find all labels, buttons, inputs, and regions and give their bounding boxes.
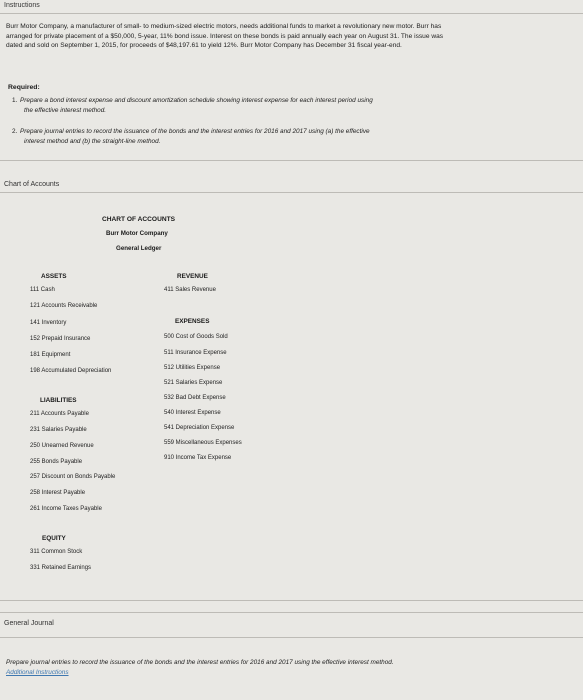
liabilities-header: LIABILITIES xyxy=(40,397,77,404)
account-item: 121 Accounts Receivable xyxy=(30,303,98,309)
account-item: 181 Equipment xyxy=(30,352,71,358)
item-line: interest method and (b) the straight-line method. xyxy=(24,137,161,145)
account-item: 311 Common Stock xyxy=(30,549,83,555)
expenses-header: EXPENSES xyxy=(175,318,210,325)
account-item: 152 Prepaid Insurance xyxy=(30,336,91,342)
account-item: 910 Income Tax Expense xyxy=(164,455,232,461)
required-item-1 xyxy=(12,96,373,115)
item-line: the effective interest method. xyxy=(24,106,107,114)
account-item: 511 Insurance Expense xyxy=(164,350,227,356)
problem-paragraph xyxy=(6,22,572,51)
revenue-header: REVENUE xyxy=(177,273,208,280)
account-item: 521 Salaries Expense xyxy=(164,380,223,386)
additional-instructions-link[interactable]: Additional Instructions xyxy=(6,669,69,676)
paragraph-line: Burr Motor Company, a manufacturer of small- to medium-sized electric motors, needs additional funds to market a revolutionary new motor. Burr has xyxy=(6,23,442,30)
divider xyxy=(0,160,583,161)
equity-header: EQUITY xyxy=(42,535,66,542)
general-journal-title: General Journal xyxy=(4,620,54,627)
item-line: Prepare journal entries to record the issuance of the bonds and the interest entries for 2016 and 2017 using (a) the effective xyxy=(20,128,370,135)
account-item: 541 Depreciation Expense xyxy=(164,425,235,431)
account-item: 111 Cash xyxy=(30,287,55,293)
account-item: 255 Bonds Payable xyxy=(30,459,83,465)
account-item: 258 Interest Payable xyxy=(30,490,86,496)
account-item: 250 Unearned Revenue xyxy=(30,443,94,449)
coa-heading: CHART OF ACCOUNTS xyxy=(102,216,176,223)
item-number: 1. xyxy=(12,97,18,104)
account-item: 559 Miscellaneous Expenses xyxy=(164,440,242,446)
required-item-2 xyxy=(12,127,370,146)
account-item: 331 Retained Earnings xyxy=(30,565,92,571)
account-item: 261 Income Taxes Payable xyxy=(30,506,102,512)
divider xyxy=(0,192,583,193)
divider xyxy=(0,13,583,14)
divider xyxy=(0,637,583,638)
item-number: 2. xyxy=(12,128,18,135)
account-item: 231 Salaries Payable xyxy=(30,427,87,433)
account-item: 532 Bad Debt Expense xyxy=(164,395,226,401)
journal-prompt: Prepare journal entries to record the issuance of the bonds and the interest entries for 2016 and 2017 using the effective interest method. xyxy=(6,659,394,666)
paragraph-line: arranged for private placement of a $50,000, 5-year, 11% bond issue. Interest on these bonds is paid annually each year on August 31. The issue was xyxy=(6,32,444,40)
instructions-title: Instructions xyxy=(4,2,40,9)
divider xyxy=(0,612,583,613)
account-item: 500 Cost of Goods Sold xyxy=(164,334,228,340)
company-name: Burr Motor Company xyxy=(106,230,168,237)
assets-header: ASSETS xyxy=(41,273,67,280)
account-item: 198 Accumulated Depreciation xyxy=(30,368,112,374)
divider xyxy=(0,600,583,601)
chart-of-accounts-title: Chart of Accounts xyxy=(4,181,60,188)
account-item: 141 Inventory xyxy=(30,320,67,326)
account-item: 540 Interest Expense xyxy=(164,410,221,416)
item-line: Prepare a bond interest expense and discount amortization schedule showing interest expense for each interest period using xyxy=(20,97,373,104)
required-label: Required: xyxy=(8,84,40,91)
account-item: 211 Accounts Payable xyxy=(30,411,89,417)
account-item: 257 Discount on Bonds Payable xyxy=(30,474,116,480)
ledger-name: General Ledger xyxy=(116,245,162,252)
paragraph-line: dated and sold on September 1, 2015, for proceeds of $48,197.61 to yield 12%. Burr Motor Company has December 31 fiscal year-end. xyxy=(6,42,402,49)
account-item: 512 Utilities Expense xyxy=(164,365,221,371)
account-item: 411 Sales Revenue xyxy=(164,287,216,293)
